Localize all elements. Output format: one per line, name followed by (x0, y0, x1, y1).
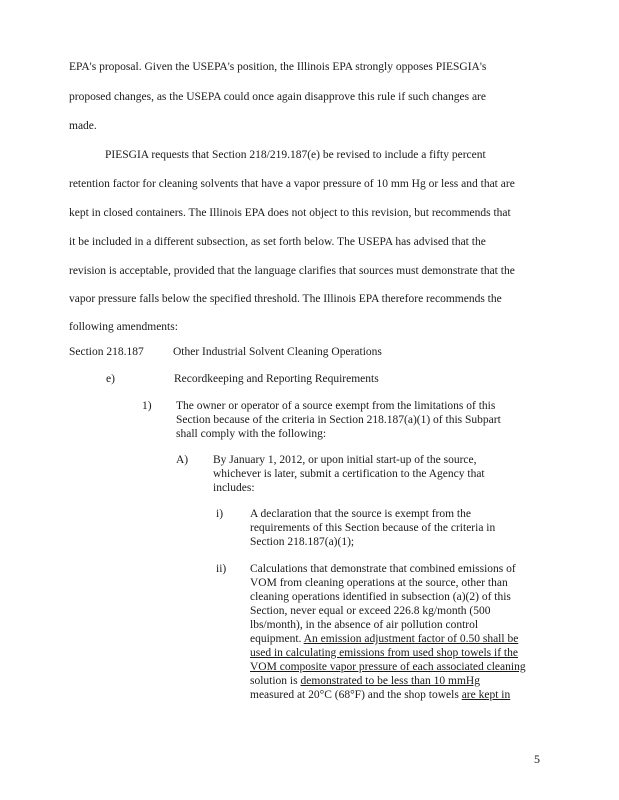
item-ii-line-2: VOM from cleaning operations at the source, other than (250, 577, 508, 589)
paragraph-2-line-5: revision is acceptable, provided that the language clarifies that sources must demonstrate that the (69, 265, 515, 277)
paragraph-1-line-1: EPA's proposal. Given the USEPA's position, the Illinois EPA strongly opposes PIESGIA's (69, 61, 487, 73)
item-ii-line-6 (250, 632, 518, 646)
item-ii-line-5: lbs/month), in the absence of air pollution control (250, 619, 479, 631)
item-1-marker: 1) (142, 400, 152, 412)
item-i-line-1: A declaration that the source is exempt from the (250, 508, 471, 520)
item-ii-line-1: Calculations that demonstrate that combined emissions of (250, 563, 516, 575)
paragraph-2-line-6: vapor pressure falls below the specified threshold. The Illinois EPA therefore recommends the (69, 293, 502, 305)
item-ii-line-9-plain: solution is (250, 675, 301, 687)
paragraph-2-line-7: following amendments: (69, 321, 178, 333)
item-ii-line-10-inserted: are kept in (461, 689, 511, 701)
section-title: Other Industrial Solvent Cleaning Operations (173, 346, 382, 358)
item-1-line-1: The owner or operator of a source exempt from the limitations of this (176, 400, 496, 412)
item-ii-line-6-plain: equipment. (250, 633, 302, 645)
item-i-line-3: Section 218.187(a)(1); (250, 536, 355, 548)
item-1-line-2: Section because of the criteria in Section 218.187(a)(1) of this Subpart (176, 414, 501, 426)
paragraph-2-line-4: it be included in a different subsection, as set forth below. The USEPA has advised that the (69, 236, 486, 248)
item-ii-marker: ii) (216, 563, 227, 575)
paragraph-1-line-3: made. (69, 120, 97, 132)
item-ii-line-7-inserted: used in calculating emissions from used shop towels if the (250, 647, 518, 659)
section-number: Section 218.187 (69, 346, 144, 358)
paragraph-1-line-2: proposed changes, as the USEPA could once again disapprove this rule if such changes are (69, 91, 486, 103)
item-ii-line-8-inserted: VOM composite vapor pressure of each associated cleaning (250, 661, 526, 673)
subsection-title: Recordkeeping and Reporting Requirements (174, 373, 379, 385)
item-ii-line-10-plain: measured at 20°C (68°F) and the shop towels (250, 689, 462, 701)
item-ii-line-3: cleaning operations identified in subsection (a)(2) of this (250, 591, 511, 603)
item-ii-line-6-inserted: An emission adjustment factor of 0.50 shall be (303, 633, 519, 645)
item-ii-line-4: Section, never equal or exceed 226.8 kg/month (500 (250, 605, 491, 617)
item-a-line-3: includes: (213, 482, 255, 494)
item-ii-line-9 (250, 674, 480, 688)
item-1-line-3: shall comply with the following: (176, 428, 327, 440)
item-i-line-2: requirements of this Section because of the criteria in (250, 522, 496, 534)
item-a-line-2: whichever is later, submit a certification to the Agency that (213, 468, 485, 480)
item-ii-line-9-inserted: demonstrated to be less than 10 mmHg (300, 675, 480, 687)
item-a-marker: A) (176, 454, 189, 466)
paragraph-2-line-2: retention factor for cleaning solvents that have a vapor pressure of 10 mm Hg or less and that are (69, 178, 515, 190)
item-ii-line-10 (250, 688, 510, 702)
paragraph-2-line-1: PIESGIA requests that Section 218/219.187(e) be revised to include a fifty percent (105, 149, 486, 161)
paragraph-2-line-3: kept in closed containers. The Illinois EPA does not object to this revision, but recommends that (69, 207, 511, 219)
page-number: 5 (534, 752, 540, 766)
item-i-marker: i) (216, 508, 224, 520)
subsection-marker: e) (106, 373, 115, 385)
item-a-line-1: By January 1, 2012, or upon initial start-up of the source, (213, 454, 477, 466)
